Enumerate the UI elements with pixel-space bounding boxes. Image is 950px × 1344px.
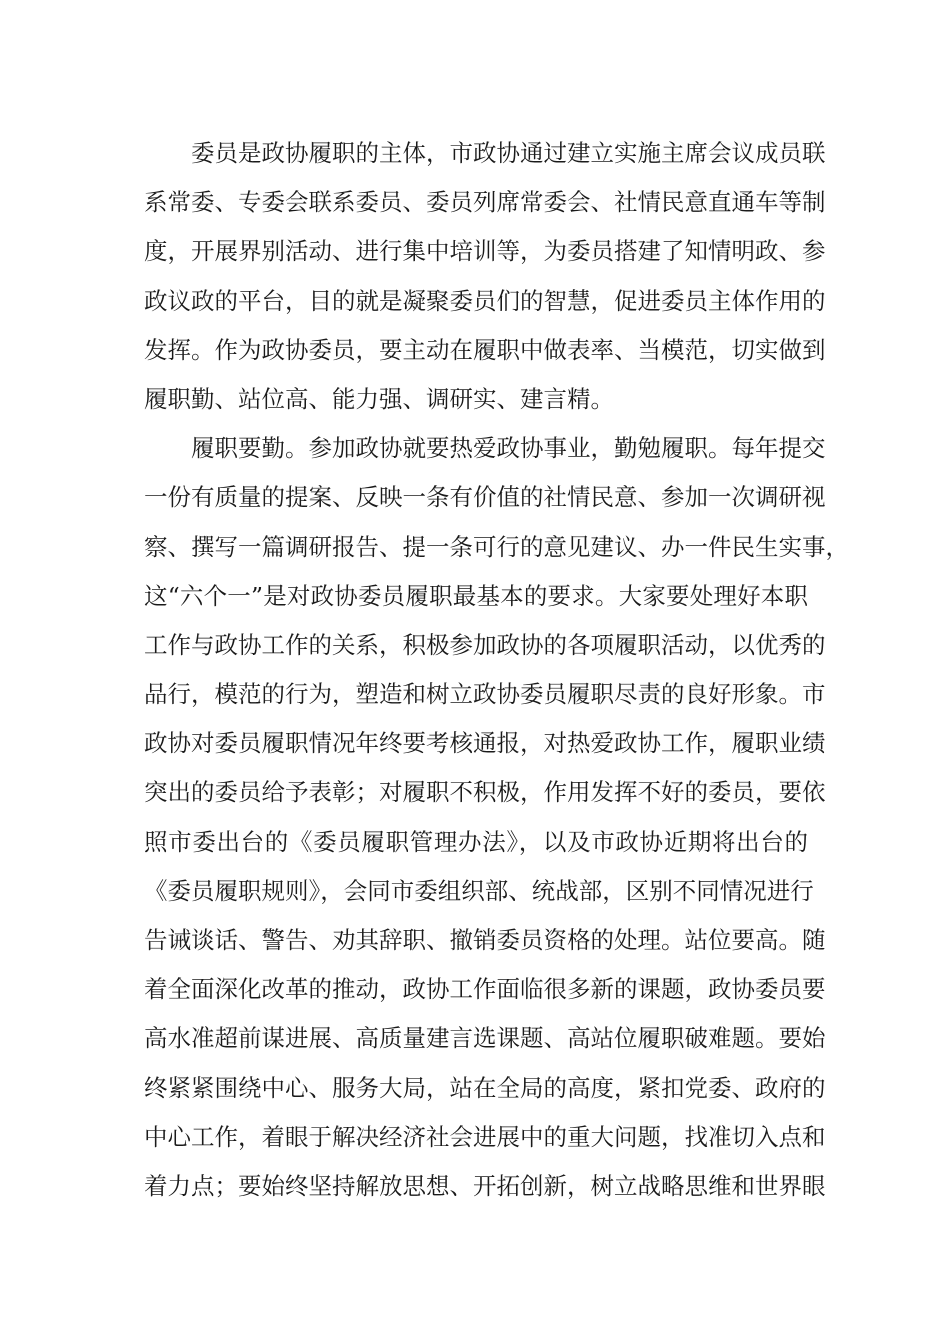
text-line: 《委员履职规则》，会同市委组织部、统战部，区别不同情况进行	[144, 876, 814, 905]
text-line: 一份有质量的提案、反映一条有价值的社情民意、参加一次调研视	[144, 483, 826, 512]
text-line: 品行，模范的行为，塑造和树立政协委员履职尽责的良好形象。市	[144, 680, 826, 709]
text-line: 高水准超前谋进展、高质量建言选课题、高站位履职破难题。要始	[144, 1024, 826, 1053]
document-body	[144, 129, 849, 1211]
text-line: 政议政的平台，目的就是凝聚委员们的智慧，促进委员主体作用的	[144, 286, 826, 315]
text-line: 履职勤、站位高、能力强、调研实、建言精。	[144, 384, 614, 413]
paragraph-2	[144, 424, 849, 1211]
text-line: 终紧紧围绕中心、服务大局，站在全局的高度，紧扣党委、政府的	[144, 1073, 826, 1102]
text-line: 照市委出台的《委员履职管理办法》，以及市政协近期将出台的	[144, 827, 808, 856]
text-line: 着全面深化改革的推动，政协工作面临很多新的课题，政协委员要	[144, 975, 826, 1004]
text-line: 委员是政协履职的主体，市政协通过建立实施主席会议成员联	[191, 139, 826, 167]
text-line: 告诫谈话、警告、劝其辞职、撤销委员资格的处理。站位要高。随	[144, 926, 826, 954]
text-line: 着力点；要始终坚持解放思想、开拓创新，树立战略思维和世界眼	[144, 1171, 826, 1200]
text-line: 发挥。作为政协委员，要主动在履职中做表率、当模范，切实做到	[144, 335, 826, 364]
text-line: 突出的委员给予表彰；对履职不积极，作用发挥不好的委员，要依	[144, 778, 826, 807]
text-line: 察、撰写一篇调研报告、提一条可行的意见建议、办一件民生实事，	[144, 532, 849, 561]
text-line: 履职要勤。参加政协就要热爱政协事业，勤勉履职。每年提交	[191, 434, 826, 463]
text-line: 系常委、专委会联系委员、委员列席常委会、社情民意直通车等制	[144, 188, 826, 217]
text-line: 工作与政协工作的关系，积极参加政协的各项履职活动，以优秀的	[144, 630, 826, 659]
text-line: 中心工作，着眼于解决经济社会进展中的重大问题，找准切入点和	[144, 1122, 826, 1151]
text-line: 政协对委员履职情况年终要考核通报，对热爱政协工作，履职业绩	[144, 729, 826, 758]
text-line: 这“六个一”是对政协委员履职最基本的要求。大家要处理好本职	[144, 581, 808, 610]
paragraph-1	[144, 129, 826, 424]
text-line: 度，开展界别活动、进行集中培训等，为委员搭建了知情明政、参	[144, 237, 826, 266]
